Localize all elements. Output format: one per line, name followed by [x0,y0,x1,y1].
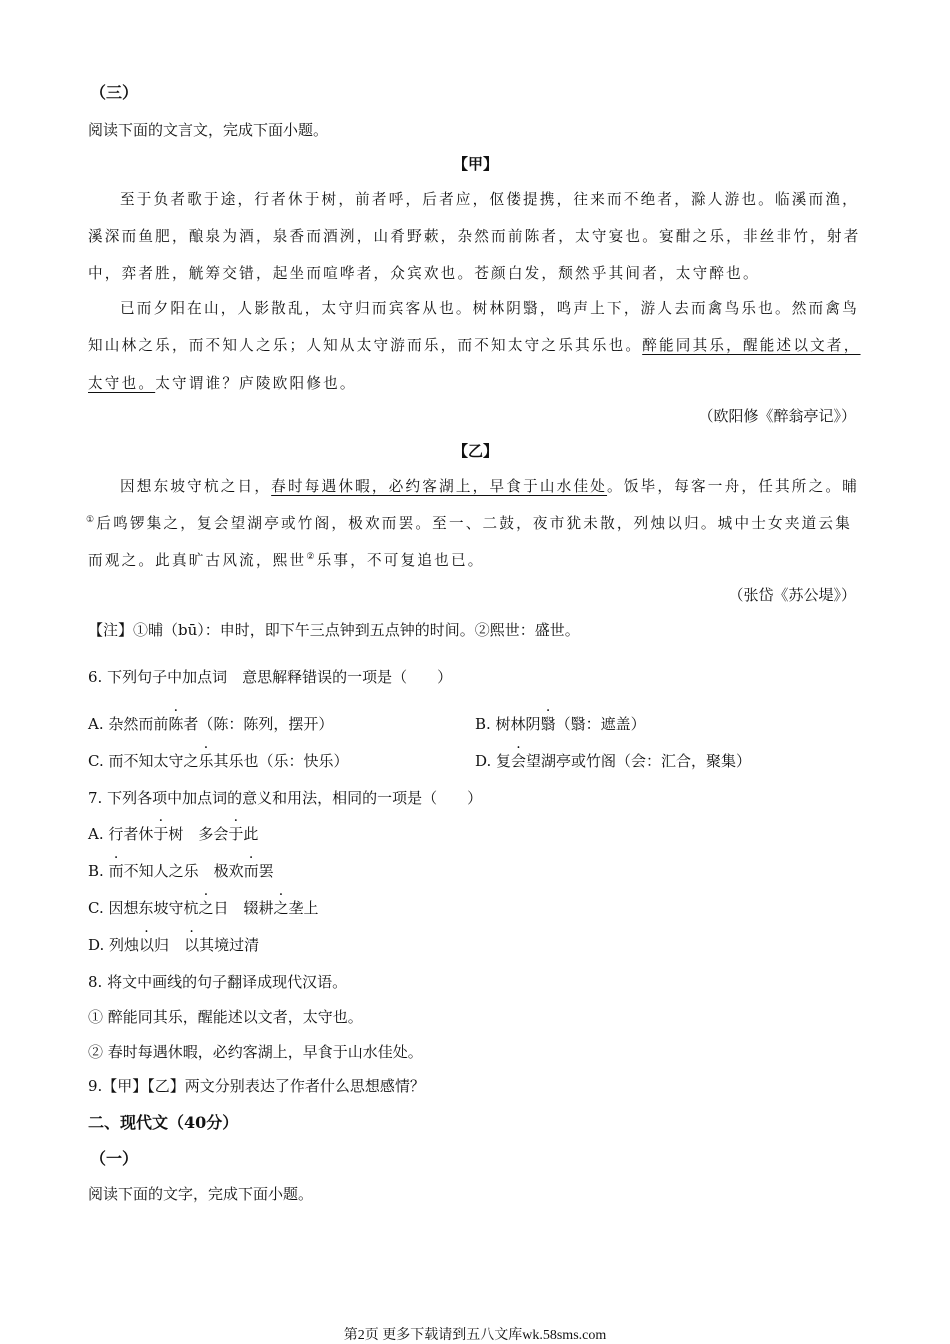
underlined-sentence: 春时每遇休暇，必约客湖上，早食于山水佳处 [271,478,608,495]
option-text: （翳：遮盖） [555,715,646,733]
plain-text: 乐事，不可复追也已。 [316,552,485,569]
q7-option-c [88,897,319,918]
footnote-marker: ① [86,515,97,526]
page-footer: 第2页 更多下载请到五八文库wk.58sms.com [343,1328,607,1343]
passage-jia-line: 已而夕阳在山，人影散乱，太守归而宾客从也。树林阴翳，鸣声上下，游人去而禽鸟乐也。然而禽鸟 [120,300,859,317]
question-9-stem: 9.【甲】【乙】两文分别表达了作者什么思想感情？ [88,1077,425,1095]
q6-option-b [475,713,646,734]
passage-yi-line [88,549,485,570]
option-text: 垄上 [288,899,319,917]
question-8-stem: 8. 将文中画线的句子翻译成现代汉语。 [88,973,348,991]
passage-yi-line [120,475,859,496]
option-text: B. [88,862,109,880]
option-text: D. 复 [475,752,512,770]
source-citation: （张岱《苏公堤》） [728,586,856,604]
section-heading-modern: 二、现代文（40分） [88,1113,239,1132]
q7-option-a [88,823,258,844]
plain-text: 太守谓谁？庐陵欧阳修也。 [155,375,357,392]
plain-text: 后鸣锣集之，复会望湖亭或竹阁，极欢而罢。至一、二鼓，夜市犹未散，列烛以归。城中士女夹道云集 [96,515,853,532]
option-text: 其乐也（乐：快乐） [213,752,349,770]
option-text: 不知人之乐 极欢 [123,862,244,880]
option-text: 日 辍耕 [213,899,274,917]
option-text: A. 杂然而前 [88,715,169,733]
option-text: C. 因想东坡守杭 [88,899,199,917]
option-text: C. 而不知太守之 [88,752,199,770]
passage-jia-line [88,334,861,355]
q8-sentence-1: ① 醉能同其乐，醒能述以文者，太守也。 [88,1008,363,1026]
dotted-word: 以 [184,936,200,954]
dotted-word: 会 [511,752,527,770]
dotted-word: 于 [153,825,169,843]
passage-yi-line [86,512,852,533]
q6-option-c [88,750,349,771]
instruction: 阅读下面的文字，完成下面小题。 [88,1185,314,1203]
option-text: B. 树林阴 [475,715,541,733]
subsection-heading: （一） [90,1149,139,1168]
q6-option-d [475,750,751,771]
annotation-note: 【注】①晡（bū）：申时，即下午三点钟到五点钟的时间。②熙世：盛世。 [88,621,580,639]
dotted-word: 之 [198,899,214,917]
underlined-sentence: 醉能同其乐，醒能述以文者， [642,337,861,354]
dotted-word: 翳 [540,715,556,733]
plain-text: 因想东坡守杭之日， [120,478,272,495]
q7-option-b [88,860,274,881]
dotted-word: 之 [273,899,289,917]
dotted-word: 而 [108,862,124,880]
option-text: 罢 [258,862,274,880]
dotted-word: 以 [139,936,155,954]
question-7-stem: 7. 下列各项中加点词的意义和用法，相同的一项是（ ） [88,789,483,807]
option-text: 其境过清 [199,936,260,954]
instruction: 阅读下面的文言文，完成下面小题。 [88,121,329,139]
q7-option-d [88,934,259,955]
q6-option-a [88,713,333,734]
passage-yi-label: 【乙】 [453,442,499,460]
passage-jia-line: 溪深而鱼肥，酿泉为酒，泉香而酒洌，山肴野蔌，杂然而前陈者，太守宴也。宴酣之乐，非丝非竹，射者 [88,228,861,245]
option-text: A. 行者休 [88,825,154,843]
q8-sentence-2: ② 春时每遇休暇，必约客湖上，早食于山水佳处。 [88,1043,423,1061]
option-text: 树 多会 [168,825,229,843]
plain-text: 知山林之乐，而不知人之乐；人知从太守游而乐，而不知太守之乐其乐也。 [88,337,643,354]
footnote-marker: ② [306,552,317,563]
plain-text: 。饭毕，每客一舟，任其所之。晡 [607,478,859,495]
dotted-word: 陈 [168,715,184,733]
passage-jia-line: 中，弈者胜，觥筹交错，起坐而喧哗者，众宾欢也。苍颜白发，颓然乎其间者，太守醉也。 [88,265,760,282]
option-text: 望湖亭或竹阁（会：汇合，聚集） [526,752,752,770]
underlined-sentence: 太守也。 [88,375,156,392]
passage-jia-line [88,372,357,393]
section-heading-3: （三） [90,83,139,102]
option-text: 归 [154,936,185,954]
passage-jia-label: 【甲】 [453,155,499,173]
option-text: D. 列烛 [88,936,140,954]
dotted-word: 乐 [198,752,214,770]
dotted-word: 于 [228,825,244,843]
question-6-stem: 6. 下列句子中加点词 意思解释错误的一项是（ ） [88,668,453,686]
source-citation: （欧阳修《醉翁亭记》） [698,407,856,425]
option-text: 者（陈：陈列，摆开） [183,715,334,733]
dotted-word: 而 [243,862,259,880]
option-text: 此 [243,825,259,843]
plain-text: 而观之。此真旷古风流，熙世 [88,552,307,569]
passage-jia-line: 至于负者歌于途，行者休于树，前者呼，后者应，伛偻提携，往来而不绝者，滁人游也。临溪而渔， [120,191,859,208]
